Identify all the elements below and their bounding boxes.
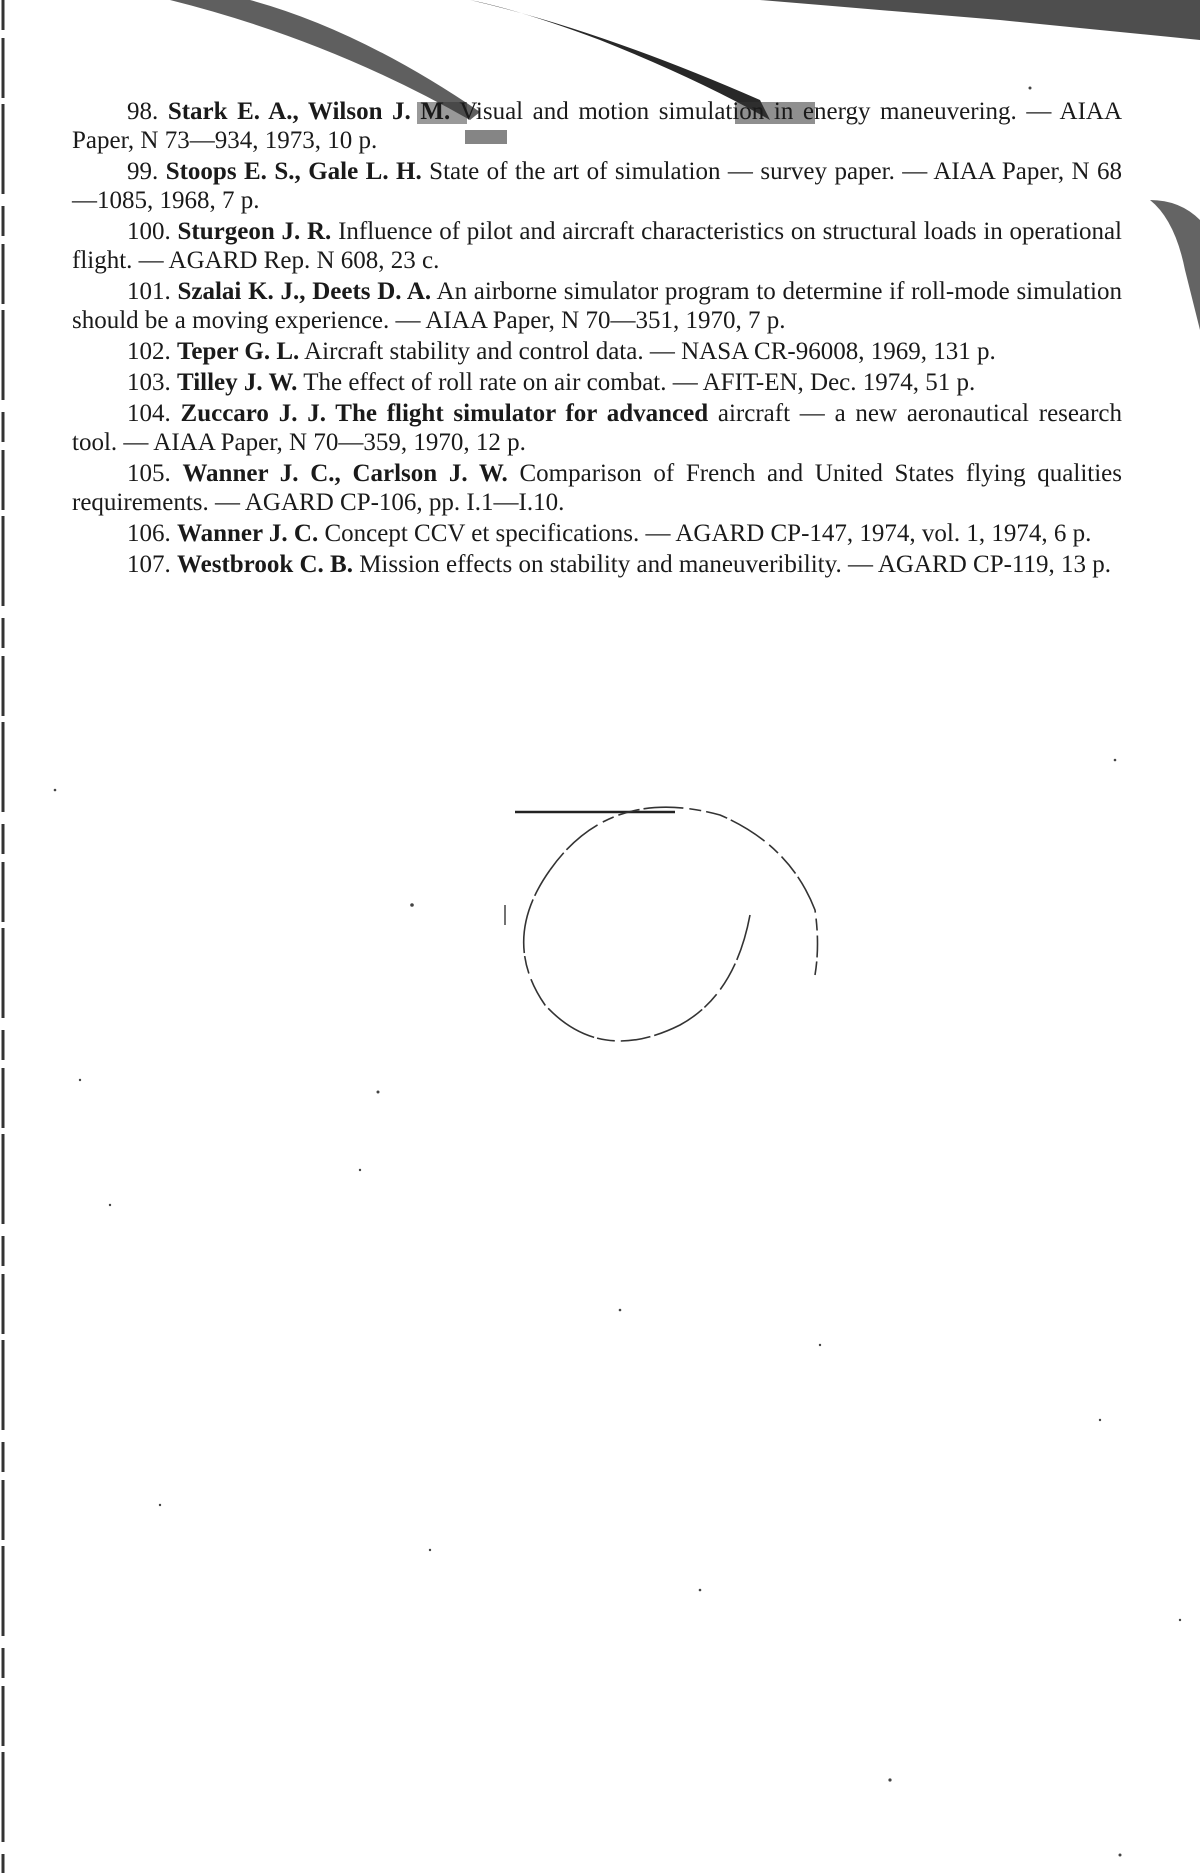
reference-authors: Wanner J. C. xyxy=(177,520,319,547)
reference-authors: Stark E. A., Wilson J. M. xyxy=(167,98,451,125)
reference-text: State of the art of simulation — survey paper. — AIAA Paper, N 68—1085, 1968, 7 p. xyxy=(72,158,1123,214)
reference-number: 107. xyxy=(127,551,171,578)
reference-number: 102. xyxy=(127,338,171,365)
reference-authors: Tilley J. W. xyxy=(177,369,298,396)
reference-authors: Teper G. L. xyxy=(177,338,300,365)
reference-authors: Westbrook C. B. xyxy=(177,551,353,578)
reference-text: Aircraft stability and control data. — NASA CR-96008, 1969, 131 p. xyxy=(304,338,996,365)
reference-text: aircraft — a new aeronautical research tool. — AIAA Paper, N 70—359, 1970, 12 p. xyxy=(72,400,1123,456)
reference-authors: Szalai K. J., Deets D. A. xyxy=(177,278,432,305)
reference-text: Visual and motion simulation in energy maneuvering. — AIAA Paper, N 73—934, 1973, 10 p. xyxy=(72,98,1123,154)
reference-text: Comparison of French and United States flying qualities requirements. — AGARD CP-106, pp. I.1—I.10. xyxy=(72,460,1123,516)
reference-text: The effect of roll rate on air combat. — AFIT-EN, Dec. 1974, 51 p. xyxy=(303,369,976,396)
reference-text: Influence of pilot and aircraft characteristics on structural loads in operational flight. — AGARD Rep. N 608, 23 c. xyxy=(72,218,1122,274)
reference-text: An airborne simulator program to determine if roll-mode simulation should be a moving experience. — AIAA Paper, N 70—351, 1970, 7 p. xyxy=(72,278,1123,334)
reference-authors: Stoops E. S., Gale L. H. xyxy=(165,158,422,185)
reference-number: 101. xyxy=(127,278,171,305)
reference-authors: Zuccaro J. J. The flight simulator for advanced xyxy=(180,400,709,427)
reference-number: 100. xyxy=(127,218,171,245)
reference-authors: Wanner J. C., Carlson J. W. xyxy=(182,460,508,487)
reference-number: 98. xyxy=(127,98,159,125)
reference-number: 105. xyxy=(127,460,171,487)
reference-authors: Sturgeon J. R. xyxy=(177,218,332,245)
reference-text: Concept CCV et specifications. — AGARD CP-147, 1974, vol. 1, 1974, 6 p. xyxy=(324,520,1092,547)
reference-number: 104. xyxy=(127,400,171,427)
reference-number: 99. xyxy=(127,158,159,185)
reference-text: Mission effects on stability and maneuveribility. — AGARD CP-119, 13 p. xyxy=(359,551,1111,578)
reference-number: 106. xyxy=(127,520,171,547)
reference-number: 103. xyxy=(127,369,171,396)
